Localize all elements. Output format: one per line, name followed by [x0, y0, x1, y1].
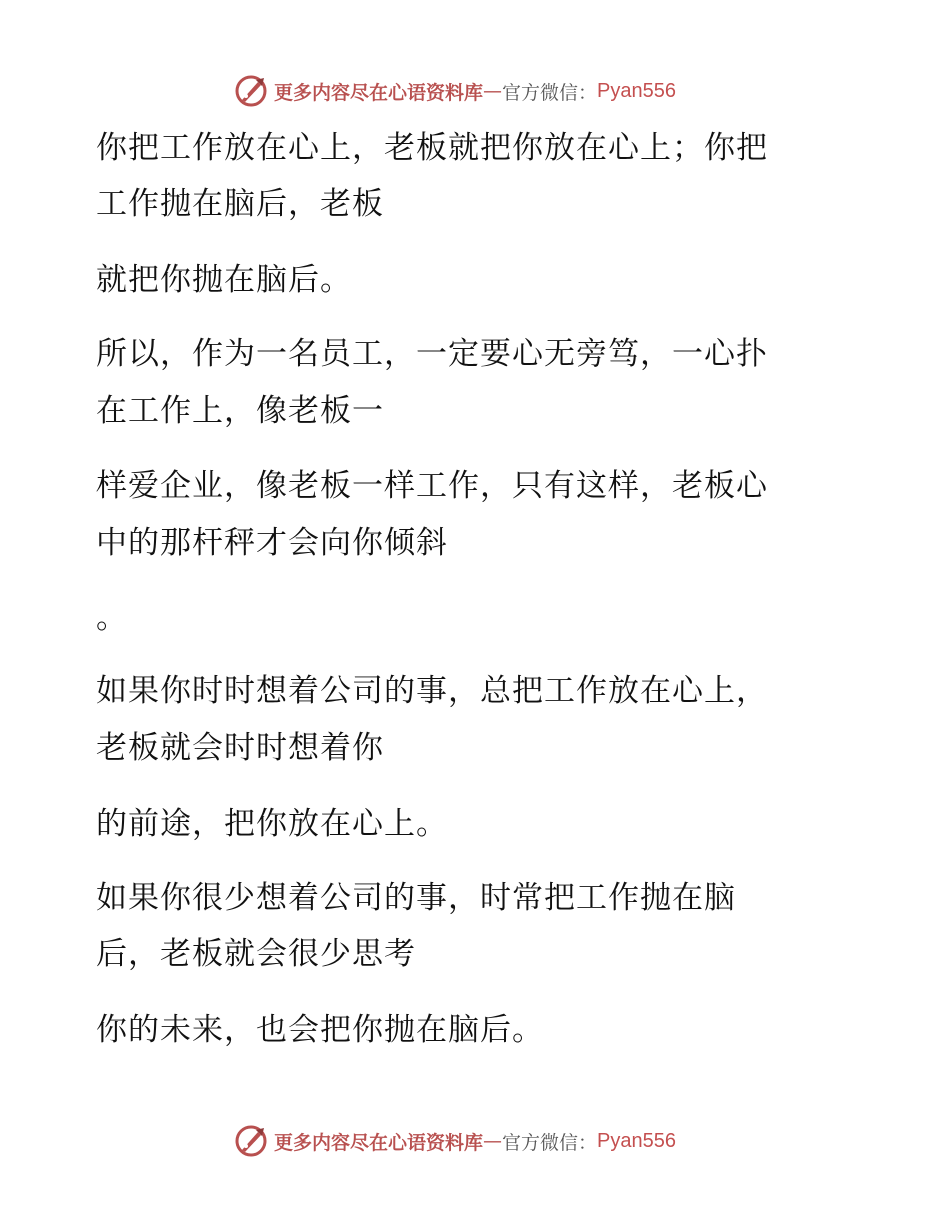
footer-banner	[234, 1121, 714, 1161]
body-line: 中的那杆秤才会向你倾斜	[96, 525, 448, 561]
body-line: 如果你很少想着公司的事，时常把工作抛在脑	[96, 880, 736, 916]
banner-slogan: 更多内容尽在心语资料库	[274, 81, 484, 104]
banner-slogan: 更多内容尽在心语资料库	[274, 1131, 484, 1154]
quill-logo-icon	[234, 74, 268, 108]
body-line: 。	[96, 600, 128, 636]
banner-wechat-id: Pyan556	[597, 1129, 676, 1152]
body-line: 老板就会时时想着你	[96, 730, 384, 766]
body-line: 所以，作为一名员工，一定要心无旁笃，一心扑	[96, 336, 768, 372]
body-line: 后，老板就会很少思考	[96, 936, 416, 972]
banner-wechat-id: Pyan556	[597, 79, 676, 102]
header-banner	[234, 71, 714, 111]
body-line: 如果你时时想着公司的事，总把工作放在心上，	[96, 673, 768, 709]
body-line: 样爱企业，像老板一样工作，只有这样，老板心	[96, 468, 768, 504]
body-line: 工作抛在脑后，老板	[96, 186, 384, 222]
body-line: 就把你抛在脑后。	[96, 262, 352, 298]
body-line: 你的未来，也会把你抛在脑后。	[96, 1012, 544, 1048]
body-line: 的前途，把你放在心上。	[96, 806, 448, 842]
body-line: 在工作上，像老板一	[96, 393, 384, 429]
body-line: 你把工作放在心上，老板就把你放在心上；你把	[96, 130, 768, 166]
banner-separator: —	[483, 80, 503, 102]
quill-logo-icon	[234, 1124, 268, 1158]
banner-wechat-label: 官方微信：	[502, 1131, 598, 1154]
banner-wechat-label: 官方微信：	[502, 81, 598, 104]
banner-separator: —	[483, 1130, 503, 1152]
